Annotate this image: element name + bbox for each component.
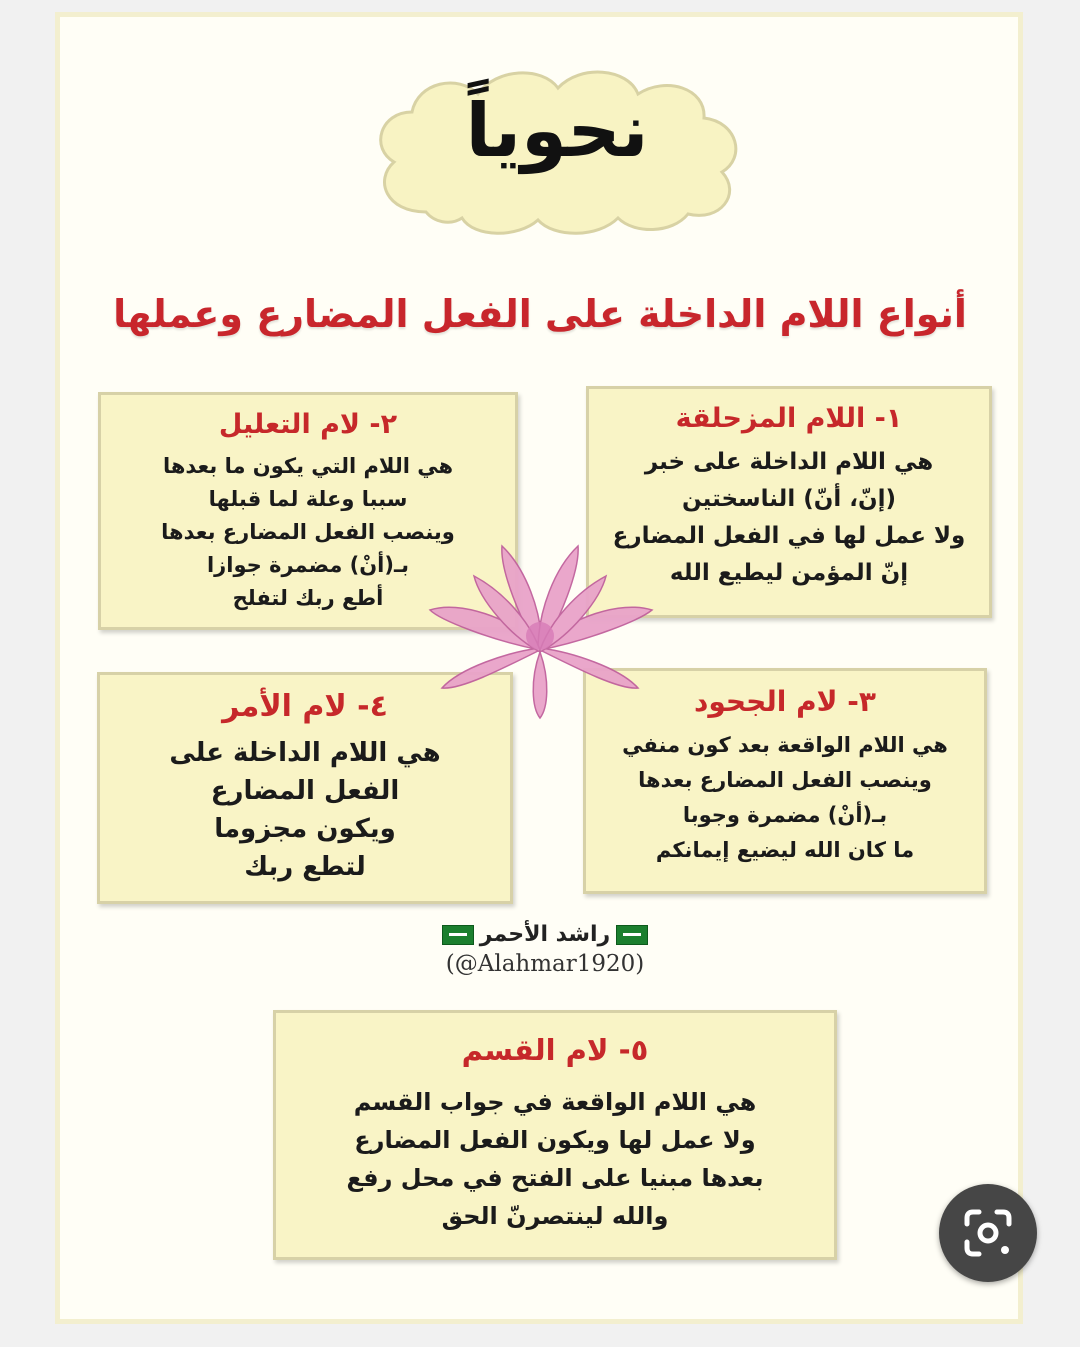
box-line: سببا وعلة لما قبلها (208, 487, 408, 511)
author-credit (400, 922, 690, 977)
author-name: راشد الأحمر (479, 922, 611, 947)
box-title: ٣- لام الجحود (694, 685, 876, 718)
box-title: ٢- لام التعليل (218, 409, 398, 440)
box-line: ولا عمل لها ويكون الفعل المضارع (354, 1126, 756, 1154)
author-name-row (400, 922, 690, 947)
google-lens-icon (961, 1206, 1015, 1260)
box-line: هي اللام الواقعة بعد كون منفي (622, 733, 948, 757)
page-title: نحوياً (465, 88, 649, 174)
author-handle: (@Alahmar1920) (445, 951, 645, 977)
saudi-flag-icon (616, 925, 648, 945)
box-line: أطع ربك لتفلح (232, 586, 384, 610)
box-line: ويكون مجزوما (214, 814, 396, 844)
box-line: الفعل المضارع (210, 776, 400, 806)
box-line: لتطع ربك (244, 852, 366, 882)
google-lens-button[interactable] (939, 1184, 1037, 1282)
title-cloud (366, 62, 748, 238)
saudi-flag-icon (442, 925, 474, 945)
box-line: هي اللام الواقعة في جواب القسم (353, 1088, 757, 1116)
box-title: ١- اللام المزحلقة (675, 403, 903, 434)
box-line: هي اللام الداخلة على خبر (644, 449, 934, 475)
box-title: ٤- لام الأمر (222, 689, 388, 724)
box-line: وينصب الفعل المضارع بعدها (638, 768, 932, 792)
box-line: بعدها مبنيا على الفتح في محل رفع (346, 1164, 764, 1192)
box-line: بـ(أنْ) مضمرة جوازا (206, 553, 410, 577)
box-line: هي اللام التي يكون ما بعدها (162, 454, 454, 478)
box-line: بـ(أنْ) مضمرة وجوبا (682, 803, 888, 827)
box-line: وينصب الفعل المضارع بعدها (161, 520, 455, 544)
box-title: ٥- لام القسم (461, 1033, 649, 1067)
box-line: ولا عمل لها في الفعل المضارع (612, 523, 966, 549)
box-line: ما كان الله ليضيع إيمانكم (655, 838, 915, 862)
box-line: إنّ المؤمن ليطيع الله (669, 560, 909, 586)
box-line: هي اللام الداخلة على (169, 738, 441, 768)
lotus-flower-icon (420, 540, 660, 720)
info-box-5 (273, 1010, 837, 1260)
main-heading: أنواع اللام الداخلة على الفعل المضارع وعملها (113, 292, 967, 336)
box-line: (إنّ، أنّ) الناسختين (681, 486, 897, 512)
box-line: والله لينتصرنّ الحق (441, 1202, 669, 1230)
